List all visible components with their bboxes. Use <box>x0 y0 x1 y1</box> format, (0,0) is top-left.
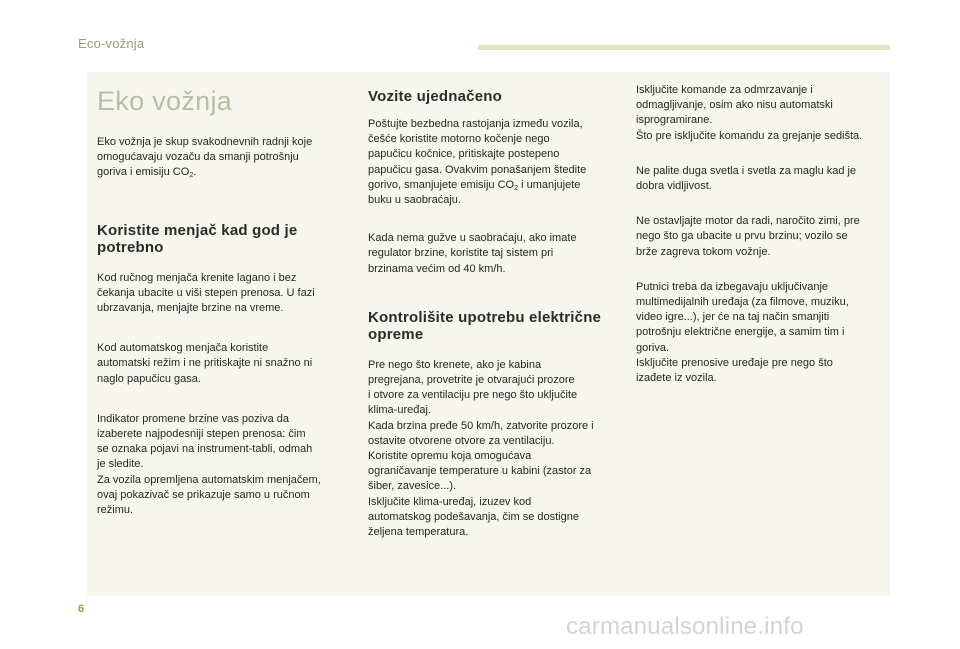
electric-equipment-heading: Kontrolišite upotrebu električne opreme <box>368 308 602 343</box>
gearbox-heading: Koristite menjač kad god je potrebno <box>97 221 298 256</box>
gearbox-paragraph-2: Kod automatskog menjača koristite automatski režim i ne pritiskajte ni snažno ni naglo papučicu gasa. <box>97 342 313 385</box>
page-title: Eko vožnja <box>97 86 233 116</box>
column-2 <box>368 72 618 540</box>
page-number: 6 <box>78 603 85 615</box>
column-3-paragraph-4: Putnici treba da izbegavaju uključivanje multimedijalnih uređaja (za filmove, muziku, video igre...), jer će na taj način smanjiti potrošnju električne energije, a samim tim i goriva. Isključite prenosive uređaje pre nego što izađete iz vozila. <box>636 280 849 385</box>
intro-text: Eko vožnja je skup svakodnevnih radnji koje omogućavaju vozaču da smanji potrošnju goriva i emisiju CO <box>97 136 313 179</box>
smooth-driving-subscript: 2 <box>514 184 519 192</box>
column-3 <box>636 72 886 386</box>
intro-paragraph <box>97 135 347 181</box>
smooth-driving-suffix: i umanjujete buku u saobraćaju. <box>368 178 581 207</box>
column-1 <box>97 72 347 518</box>
column-3-paragraph-3: Ne ostavljajte motor da radi, naročito zimi, pre nego što ga ubacite u prvu brzinu; vozilo se brže zagreva tokom vožnje. <box>636 215 860 258</box>
gearbox-paragraph-1: Kod ručnog menjača krenite lagano i bez čekanja ubacite u viši stepen prenosa. U fazi ubrzavanja, menjajte brzine na vreme. <box>97 271 315 315</box>
column-3-paragraph-2: Ne palite duga svetla i svetla za maglu kad je dobra vidljivost. <box>636 164 857 193</box>
watermark: carmanualsonline.info <box>566 613 804 640</box>
header-accent-bar <box>478 45 890 50</box>
content-panel <box>87 72 890 596</box>
intro-suffix: . <box>193 166 197 179</box>
smooth-driving-text: Poštujte bezbedna rastojanja između vozila, češće koristite motorno kočenje nego papučicu kočnice, pritiskajte postepeno papučicu gasa. Ovakvim ponašanjem štedite gorivo, smanjujete emisiju CO <box>368 118 587 191</box>
smooth-driving-paragraph-2: Kada nema gužve u saobraćaju, ako imate regulator brzine, koristite taj sistem pri brzinama većim od 40 km/h. <box>368 232 577 275</box>
electric-equipment-paragraph: Pre nego što krenete, ako je kabina pregrejana, provetrite je otvarajući prozore i otvore za ventilaciju pre nego što uključite klima-uređaj. Kada brzina pređe 50 km/h, zatvorite prozore i ostavite otvorene otvore za ventilaciju. Koristite opremu koja omogućava ograničavanje temperature u kabini (zastor za šiber, zavesice...). Isključite klima-uređaj, izuzev kod automatskog podešavanja, čim se dostigne željena temperatura. <box>368 358 594 539</box>
smooth-driving-paragraph-1 <box>368 117 618 208</box>
smooth-driving-heading: Vozite ujednačeno <box>368 88 502 105</box>
intro-subscript: 2 <box>189 172 194 180</box>
gearbox-paragraph-3: Indikator promene brzine vas poziva da izaberete najpodesniji stepen prenosa: čim se oznaka pojavi na instrument-tabli, odmah je sledite. Za vozila opremljena automatskim menjačem, ovaj pokazivač se prikazuje samo u ručnom režimu. <box>97 412 321 517</box>
column-3-paragraph-1: Isključite komande za odmrzavanje i odmagljivanje, osim ako nisu automatski isprogramirane. Što pre isključite komandu za grejanje sedišta. <box>636 84 863 142</box>
section-title: Eco-vožnja <box>78 36 145 51</box>
